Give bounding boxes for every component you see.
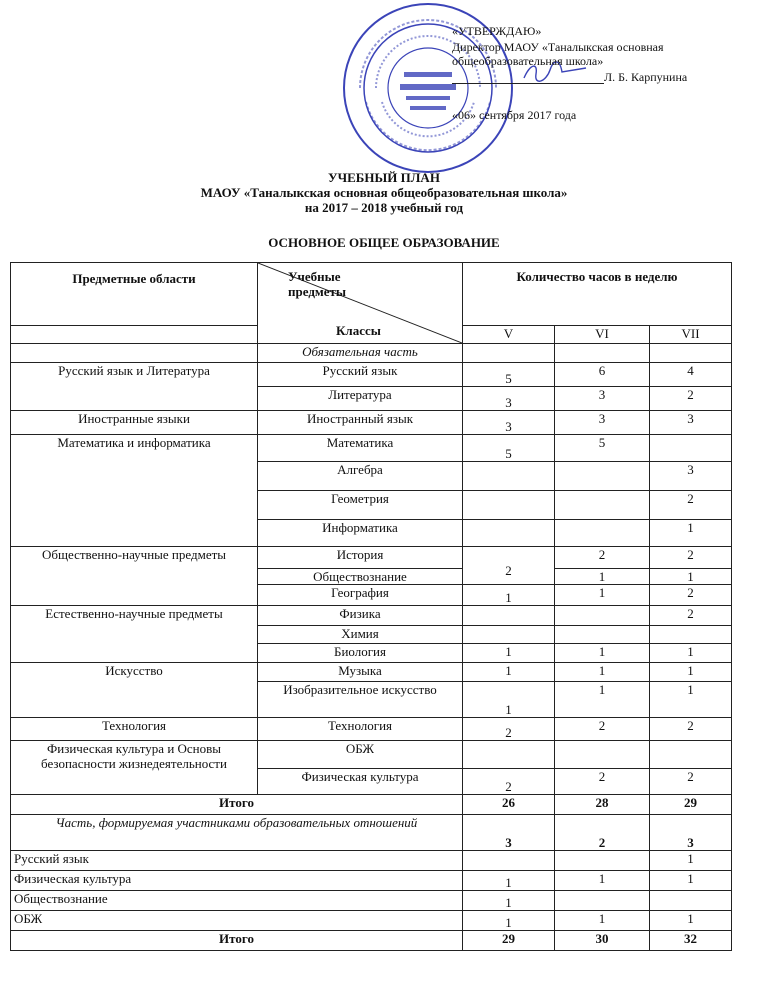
area-foreign: Иностранные языки (11, 411, 258, 435)
subject-informatics: Информатика (258, 520, 463, 547)
curriculum-table (10, 262, 732, 951)
value-cell (650, 891, 732, 911)
header-subjects: Учебные предметы (288, 269, 347, 299)
value-cell: 2 (463, 547, 555, 585)
value-cell: 1 (555, 585, 650, 606)
value-cell: 2 (650, 718, 732, 741)
value-cell (555, 520, 650, 547)
area-physical-safety: Физическая культура и Основы безопасности жизнедеятельности (11, 741, 258, 795)
value-cell: 1 (463, 891, 555, 911)
approval-date: «06» сентября 2017 года (452, 108, 577, 122)
area-natural: Естественно-научные предметы (11, 606, 258, 663)
value-cell (463, 491, 555, 520)
value-cell: 2 (463, 718, 555, 741)
value-cell (555, 462, 650, 491)
value-cell: 2 (650, 585, 732, 606)
doc-year: на 2017 – 2018 учебный год (304, 200, 464, 215)
value-cell: 2 (650, 547, 732, 569)
value-cell (650, 626, 732, 644)
subject-geometry: Геометрия (258, 491, 463, 520)
value-cell: 3 (463, 411, 555, 435)
value-cell: 1 (650, 871, 732, 891)
total-mandatory: Итого (11, 795, 463, 815)
value-cell (463, 851, 555, 871)
subject-geography: География (258, 585, 463, 606)
value-cell: 3 (555, 411, 650, 435)
value-cell: 5 (463, 435, 555, 462)
value-cell: 1 (555, 682, 650, 718)
optional-pe: Физическая культура (11, 871, 463, 891)
approval-school: общеобразовательная школа» (452, 54, 604, 68)
subject-fine-arts: Изобразительное искусство (258, 682, 463, 718)
total-cell: 29 (650, 795, 732, 815)
subject-technology: Технология (258, 718, 463, 741)
header-subjects-classes (258, 263, 463, 344)
value-cell: 2 (555, 769, 650, 795)
header-row (11, 263, 732, 326)
area-math: Математика и информатика (11, 435, 258, 547)
value-cell: 3 (650, 462, 732, 491)
optional-obzh: ОБЖ (11, 911, 463, 931)
grade-6: VI (555, 326, 650, 344)
total-cell: 3 (650, 815, 732, 851)
subject-math: Математика (258, 435, 463, 462)
value-cell: 1 (650, 911, 732, 931)
area-art: Искусство (11, 663, 258, 718)
value-cell: 3 (463, 387, 555, 411)
value-cell: 5 (555, 435, 650, 462)
subject-pe: Физическая культура (258, 769, 463, 795)
subject-music: Музыка (258, 663, 463, 682)
value-cell (650, 741, 732, 769)
subject-algebra: Алгебра (258, 462, 463, 491)
total-cell: 28 (555, 795, 650, 815)
doc-school: МАОУ «Таналыкская основная общеобразовательная школа» (200, 185, 568, 200)
optional-part: Часть, формируемая участниками образовательных отношений (11, 815, 463, 851)
value-cell: 1 (555, 569, 650, 585)
value-cell: 2 (463, 769, 555, 795)
total-cell: 30 (555, 931, 650, 951)
value-cell (463, 606, 555, 626)
value-cell: 5 (463, 363, 555, 387)
total-cell: 26 (463, 795, 555, 815)
optional-russian: Русский язык (11, 851, 463, 871)
value-cell: 1 (650, 520, 732, 547)
value-cell: 1 (650, 663, 732, 682)
area-social: Общественно-научные предметы (11, 547, 258, 606)
subject-biology: Биология (258, 644, 463, 663)
value-cell: 1 (463, 663, 555, 682)
value-cell: 1 (555, 911, 650, 931)
value-cell: 6 (555, 363, 650, 387)
subject-social-studies: Обществознание (258, 569, 463, 585)
value-cell (463, 626, 555, 644)
subject-literature: Литература (258, 387, 463, 411)
approval-director: Директор МАОУ «Таналыкская основная (452, 40, 664, 54)
total-all: Итого (11, 931, 463, 951)
value-cell: 3 (650, 411, 732, 435)
value-cell: 1 (650, 569, 732, 585)
value-cell: 1 (463, 911, 555, 931)
total-cell: 2 (555, 815, 650, 851)
value-cell: 1 (555, 871, 650, 891)
value-cell (555, 606, 650, 626)
subject-obzh: ОБЖ (258, 741, 463, 769)
value-cell (555, 891, 650, 911)
header-hours: Количество часов в неделю (463, 263, 732, 326)
value-cell: 1 (650, 644, 732, 663)
value-cell (555, 491, 650, 520)
value-cell (463, 520, 555, 547)
value-cell: 2 (650, 606, 732, 626)
value-cell (555, 626, 650, 644)
total-cell: 32 (650, 931, 732, 951)
header-areas: Предметные области (11, 263, 258, 326)
grade-7: VII (650, 326, 732, 344)
value-cell: 1 (463, 644, 555, 663)
value-cell (463, 741, 555, 769)
area-russian-literature: Русский язык и Литература (11, 363, 258, 411)
value-cell (555, 851, 650, 871)
value-cell: 2 (650, 769, 732, 795)
doc-title: УЧЕБНЫЙ ПЛАН (328, 170, 440, 185)
total-cell: 3 (463, 815, 555, 851)
signature-line (452, 83, 604, 84)
value-cell: 1 (463, 585, 555, 606)
value-cell: 3 (555, 387, 650, 411)
value-cell: 2 (650, 387, 732, 411)
value-cell: 1 (555, 644, 650, 663)
total-cell: 29 (463, 931, 555, 951)
doc-section: ОСНОВНОЕ ОБЩЕЕ ОБРАЗОВАНИЕ (268, 235, 500, 250)
subject-chemistry: Химия (258, 626, 463, 644)
value-cell (463, 462, 555, 491)
value-cell: 1 (650, 682, 732, 718)
value-cell: 1 (463, 871, 555, 891)
value-cell: 4 (650, 363, 732, 387)
subject-history: История (258, 547, 463, 569)
area-technology: Технология (11, 718, 258, 741)
optional-social: Обществознание (11, 891, 463, 911)
subject-foreign: Иностранный язык (258, 411, 463, 435)
value-cell: 1 (650, 851, 732, 871)
approval-name: Л. Б. Карпунина (604, 70, 688, 84)
approval-title: «УТВЕРЖДАЮ» (452, 24, 542, 38)
value-cell (650, 435, 732, 462)
value-cell: 2 (555, 547, 650, 569)
header-classes: Классы (336, 323, 381, 338)
value-cell (555, 741, 650, 769)
value-cell: 1 (463, 682, 555, 718)
subject-physics: Физика (258, 606, 463, 626)
grade-5: V (463, 326, 555, 344)
value-cell: 2 (555, 718, 650, 741)
mandatory-part: Обязательная часть (258, 344, 463, 363)
subject-russian: Русский язык (258, 363, 463, 387)
approval-block (452, 24, 752, 122)
value-cell: 1 (555, 663, 650, 682)
value-cell: 2 (650, 491, 732, 520)
